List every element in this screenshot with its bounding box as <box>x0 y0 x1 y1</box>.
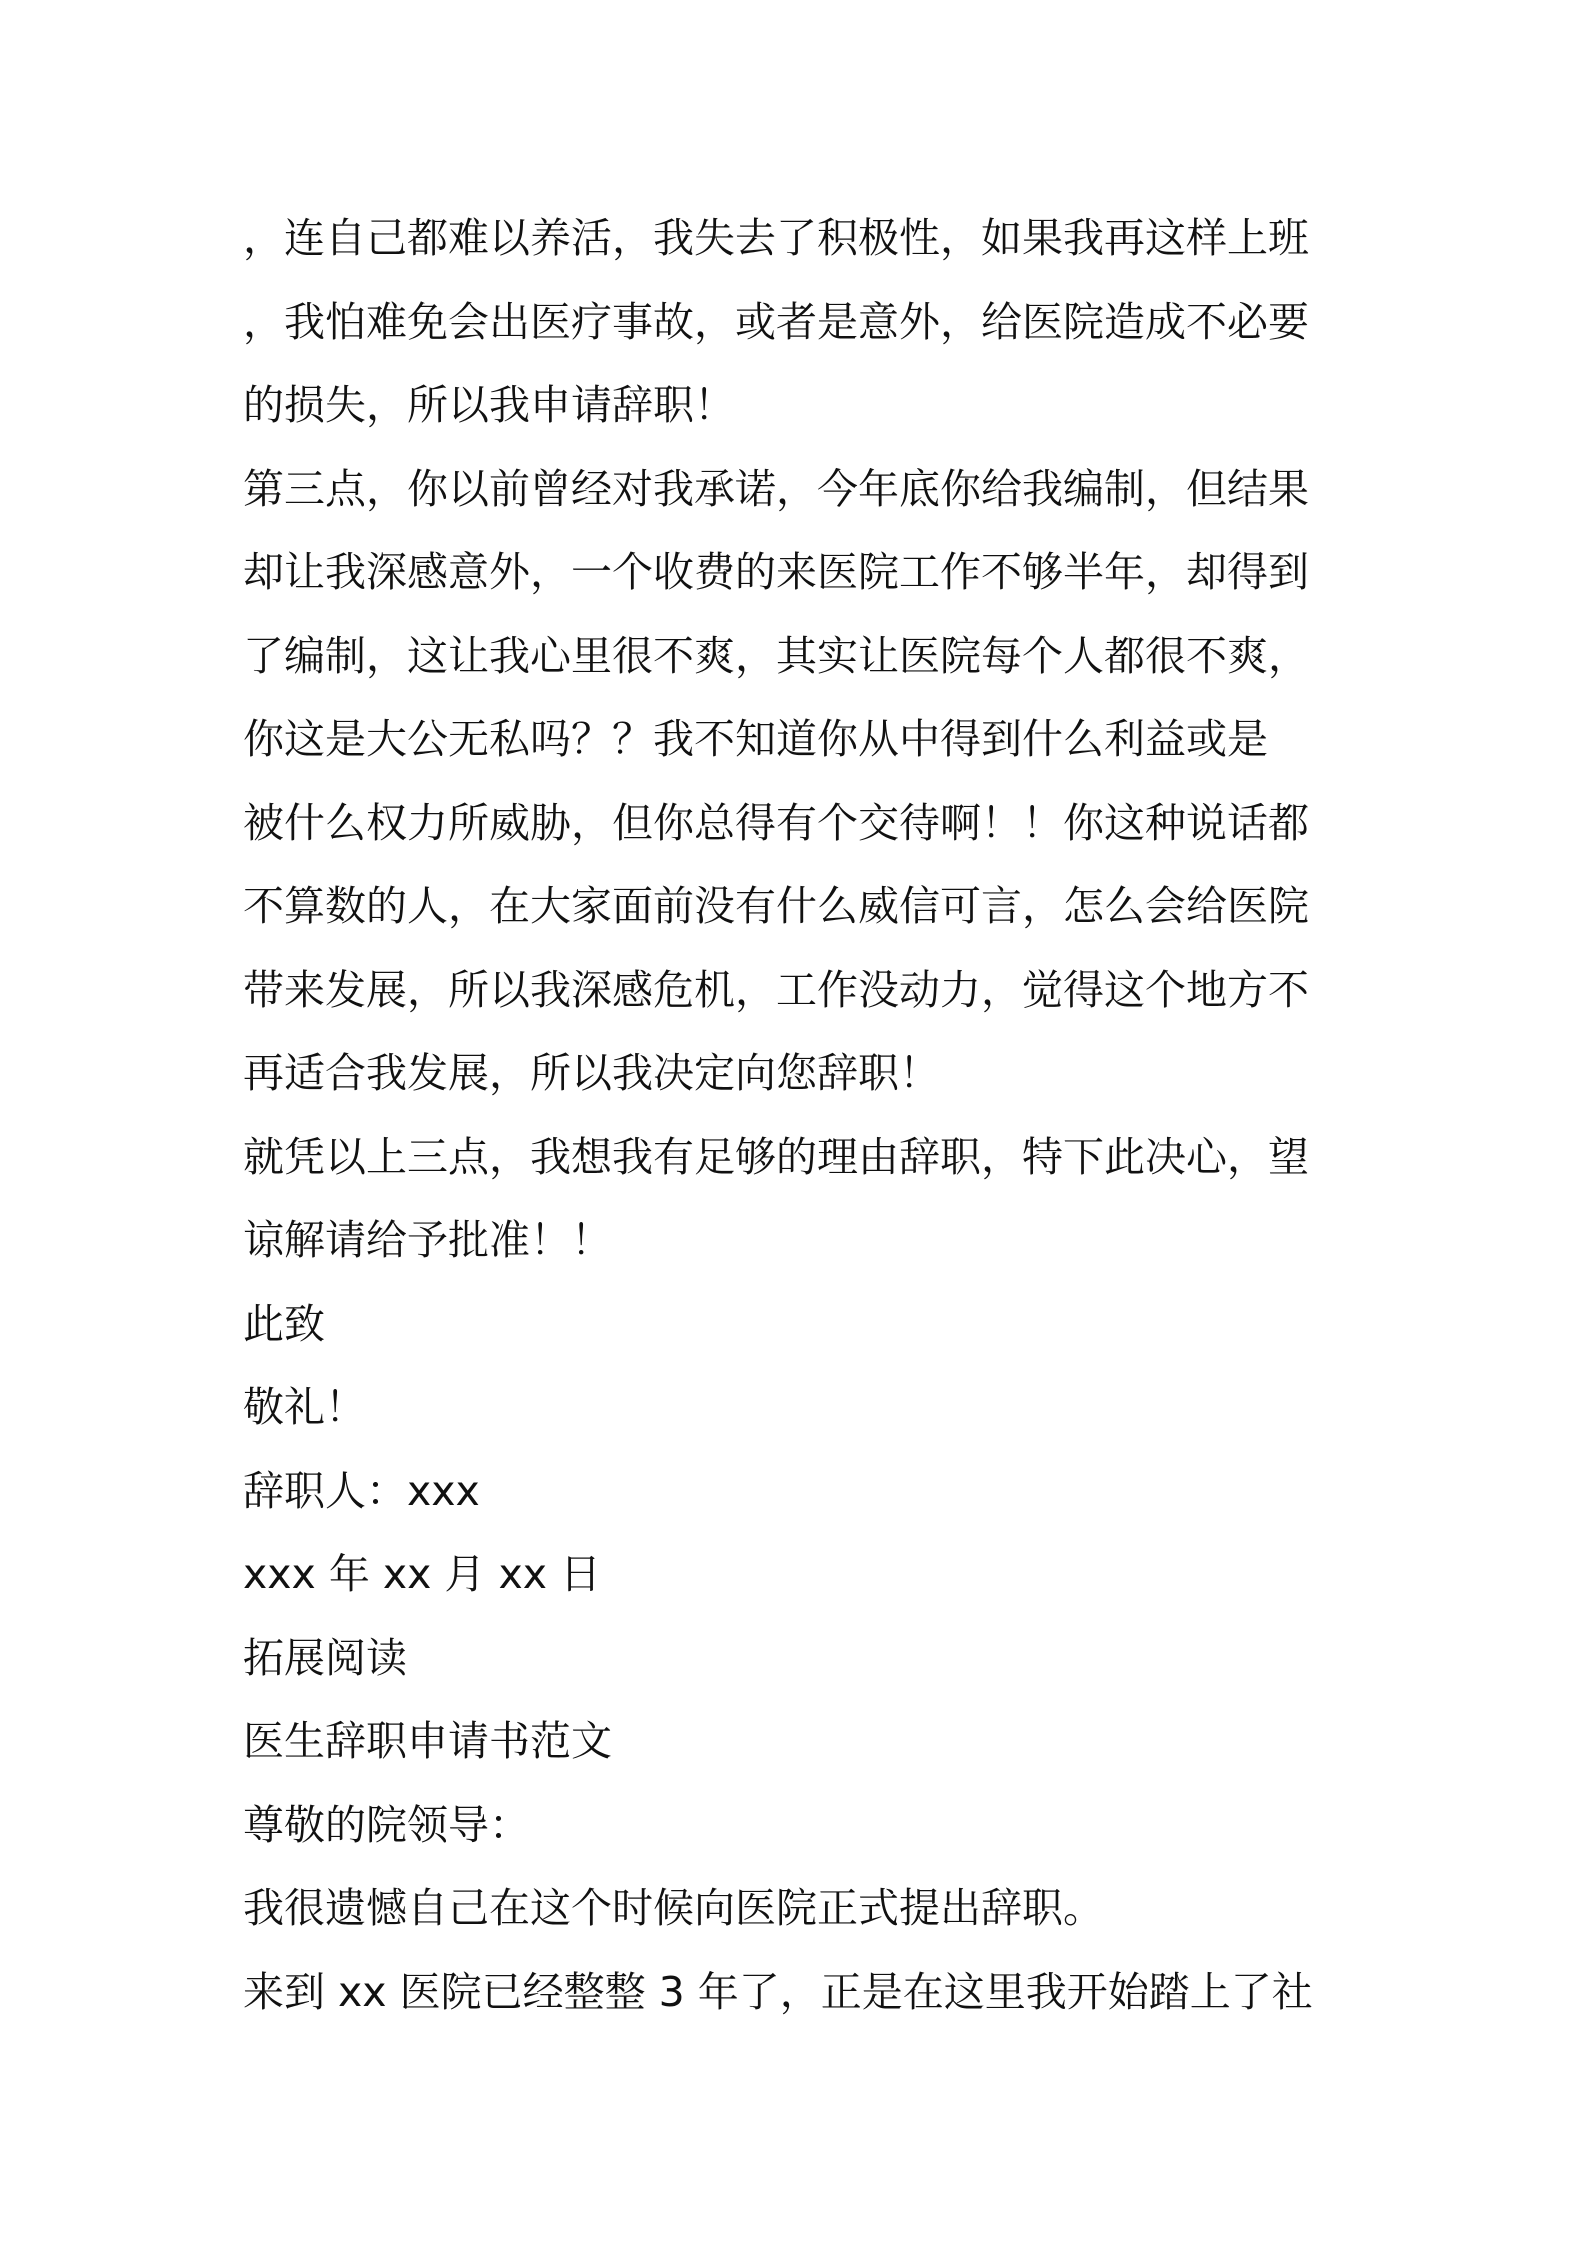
text-line-10: 带来发展，所以我深感危机，工作没动力，觉得这个地方不 <box>243 965 1309 1014</box>
text-line-9: 不算数的人，在大家面前没有什么威信可言，怎么会给医院 <box>243 882 1309 930</box>
letter-body <box>243 197 1363 2034</box>
text-line-22: 来到 xx 医院已经整整 3 年了，正是在这里我开始踏上了社 <box>243 1967 1313 2016</box>
text-line-12: 就凭以上三点，我想我有足够的理由辞职，特下此决心，望 <box>243 1132 1309 1181</box>
text-line-7: 你这是大公无私吗？？我不知道你从中得到什么利益或是 <box>243 715 1268 763</box>
text-line-21: 我很遗憾自己在这个时候向医院正式提出辞职。 <box>243 1884 1104 1932</box>
text-line-13: 谅解请给予批准！！ <box>243 1216 612 1264</box>
signature-date: xxx 年 xx 月 xx 日 <box>243 1550 602 1598</box>
closing-salutation: 此致 <box>243 1299 325 1348</box>
text-line-4: 第三点，你以前曾经对我承诺，今年底你给我编制，但结果 <box>243 464 1309 513</box>
text-line-1: ，连自己都难以养活，我失去了积极性，如果我再这样上班 <box>243 214 1309 262</box>
text-line-3: 的损失，所以我申请辞职！ <box>243 381 735 429</box>
section-title: 医生辞职申请书范文 <box>243 1717 612 1765</box>
greeting: 尊敬的院领导： <box>243 1800 530 1849</box>
section-heading-extended-reading: 拓展阅读 <box>243 1633 407 1682</box>
text-line-11: 再适合我发展，所以我决定向您辞职！ <box>243 1049 940 1097</box>
text-line-8: 被什么权力所威胁，但你总得有个交待啊！！你这种说话都 <box>243 798 1309 847</box>
signature-name: 辞职人：xxx <box>243 1466 480 1515</box>
text-line-6: 了编制，这让我心里很不爽，其实让医院每个人都很不爽， <box>243 631 1309 680</box>
closing-regards: 敬礼！ <box>243 1383 366 1431</box>
text-line-5: 却让我深感意外，一个收费的来医院工作不够半年，却得到 <box>243 548 1309 596</box>
text-line-2: ，我怕难免会出医疗事故，或者是意外，给医院造成不必要 <box>243 297 1309 346</box>
